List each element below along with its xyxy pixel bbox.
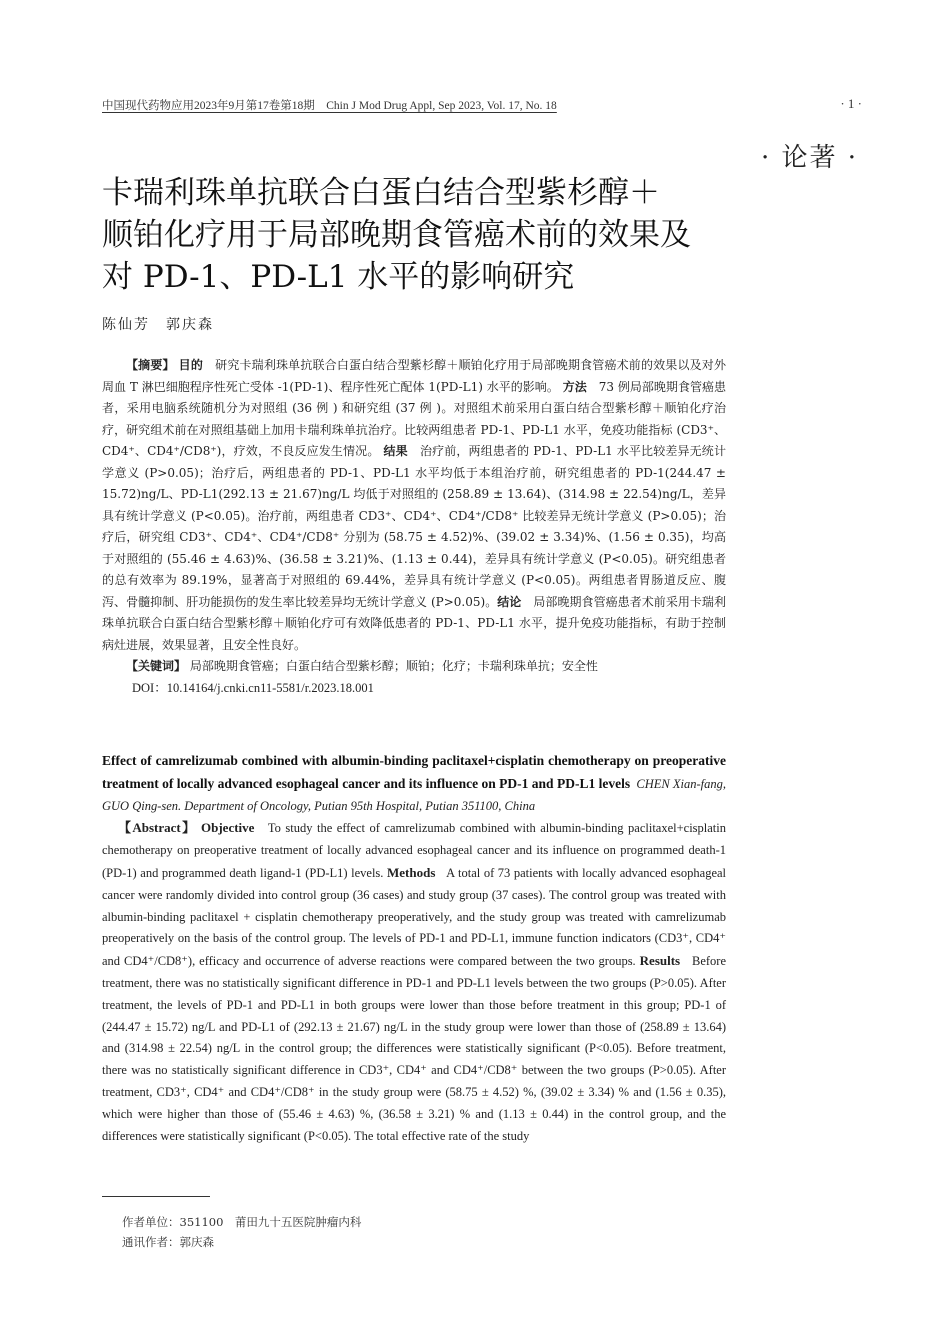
article-title	[102, 172, 802, 298]
cn-results-label: 结果	[383, 444, 408, 458]
en-abstract-label: 【Abstract】	[118, 820, 197, 836]
title-line-2: 顺铂化疗用于局部晚期食管癌术前的效果及	[102, 217, 691, 253]
running-header: 中国现代药物应用2023年9月第17卷第18期 Chin J Mod Drug Appl, Sep 2023, Vol. 17, No. 18	[102, 100, 557, 112]
footnote-divider	[102, 1196, 210, 1197]
en-methods-text: A total of 73 patients with locally advanced esophageal cancer were randomly divided into control group (36 cases) and study group (37 cases). The control group was treated with albumin-binding paclitaxel + cisplatin chemotherapy preoperatively, and the study group was treated with camrelizumab preoperatively on the basis of the control group. The levels of PD-1 and PD-L1, immune function indicators (CD3⁺, CD4⁺ and CD4⁺/CD8⁺), efficacy and occurrence of adverse reactions were compared between the two groups.	[102, 865, 727, 969]
title-line-1: 卡瑞利珠单抗联合白蛋白结合型紫杉醇＋	[102, 175, 660, 211]
footnotes	[122, 1212, 361, 1252]
en-objective-label: Objective	[201, 820, 255, 836]
cn-abstract-label: 【摘要】	[126, 358, 175, 372]
english-abstract	[102, 750, 726, 1147]
title-line-3: 对 PD-1、PD-L1 水平的影响研究	[102, 259, 575, 295]
cn-conclusion-label: 结论	[497, 594, 522, 609]
page-number: · 1 ·	[840, 96, 862, 111]
chinese-abstract	[102, 355, 726, 699]
author-affiliation: 作者单位：351100 莆田九十五医院肿瘤内科	[122, 1215, 362, 1229]
column-tag: · 论著 ·	[760, 143, 858, 173]
en-title-block	[102, 750, 726, 817]
cn-results-text: 治疗前，两组患者的 PD-1、PD-L1 水平比较差异无统计学意义 (P>0.05)；治疗后，两组患者的 PD-1、PD-L1 水平均低于本组治疗前，研究组患者的 PD-1(244.47 ± 15.72)ng/L、PD-L1(292.13 ± 21.67)ng/L 均低于对照组的 (258.89 ± 13.64)、(314.98 ± 22.54)ng/L，差异具有统计学意义 (P<0.05)。治疗前，两组患者 CD3⁺、CD4⁺、CD4⁺/CD8⁺ 比较差异无统计学意义 (P>0.05)；治疗后，研究组 CD3⁺、CD4⁺、CD4⁺/CD8⁺ 分别为 (58.75 ± 4.52)%、(39.02 ± 3.34)%、(1.56 ± 0.35)，均高于对照组的 (55.46 ± 4.63)%、(36.58 ± 3.21)%、(1.13 ± 0.44)，差异具有统计学意义 (P<0.05)。研究组患者的总有效率为 89.19%，显著高于对照组的 69.44%，差异具有统计学意义 (P<0.05)。两组患者胃肠道反应、腹泻、骨髓抑制、肝功能损伤的发生率比较差异均无统计学意义 (P>0.05)。	[102, 444, 726, 609]
cn-abstract-body	[102, 355, 726, 656]
en-objective-text: To study the effect of camrelizumab combined with albumin-binding paclitaxel+cisplatin chemotherapy on preoperative treatment of locally advanced esophageal cancer and its influence on programmed death-1 (PD-1) and programmed death ligand-1 (PD-L1) levels.	[102, 821, 727, 880]
en-results-text: Before treatment, there was no statistically significant difference in PD-1 and PD-L1 levels between the two groups (P>0.05). After treatment, the levels of PD-1 and PD-L1 in both groups were lower than those before treatment in this group; PD-1 of (244.47 ± 15.72) ng/L and PD-L1 of (292.13 ± 21.67) ng/L in the study group were lower than those of (258.89 ± 13.64) and (314.98 ± 22.54) ng/L in the control group; the differences were statistically significant (P<0.05). Before treatment, there was no statistically significant difference in CD3⁺, CD4⁺ and CD4⁺/CD8⁺ between the two groups (P>0.05). After treatment, CD3⁺, CD4⁺ and CD4⁺/CD8⁺ in the study group were (58.75 ± 4.52) %, (39.02 ± 3.34) % and (1.56 ± 0.35), which were higher than those of (55.46 ± 4.63) %, (36.58 ± 3.21) % and (1.13 ± 0.44) in the control group, and the differences were statistically significant (P<0.05). The total effective rate of the study	[102, 954, 727, 1143]
doi: DOI：10.14164/j.cnki.cn11-5581/r.2023.18.001	[132, 680, 374, 695]
cn-methods-text: 73 例局部晚期食管癌患者，采用电脑系统随机分为对照组 (36 例 ) 和研究组 (37 例 )。对照组术前采用白蛋白结合型紫杉醇＋顺铂化疗治疗，研究组术前在对照组基础上加用卡瑞利珠单抗治疗。比较两组患者 PD-1、PD-L1 水平，免疫功能指标 (CD3⁺、CD4⁺、CD4⁺/CD8⁺)，疗效，不良反应发生情况。	[102, 379, 726, 458]
en-methods-label: Methods	[387, 864, 436, 880]
en-abstract-body	[102, 817, 726, 1147]
corresponding-author: 通讯作者：郭庆森	[122, 1235, 214, 1249]
cn-objective-text: 研究卡瑞利珠单抗联合白蛋白结合型紫杉醇＋顺铂化疗用于局部晚期食管癌术前的效果以及对外周血 T 淋巴细胞程序性死亡受体 -1(PD-1)、程序性死亡配体 1(PD-L1) 水平的影响。	[102, 358, 726, 394]
cn-conclusion-text: 局部晚期食管癌患者术前采用卡瑞利珠单抗联合白蛋白结合型紫杉醇＋顺铂化疗可有效降低患者的 PD-1、PD-L1 水平，提升免疫功能指标，有助于控制病灶进展，效果显著，且安全性良好。	[102, 594, 726, 652]
cn-objective-label: 目的	[178, 358, 203, 372]
en-title: Effect of camrelizumab combined with albumin-binding paclitaxel+cisplatin chemotherapy on preoperative treatment of locally advanced esophageal cancer and its influence on PD-1 and PD-L1 levels	[102, 753, 726, 791]
cn-keywords-label: 【关键词】	[126, 659, 187, 673]
cn-methods-label: 方法	[562, 379, 587, 394]
cn-keywords	[102, 656, 726, 678]
cn-keywords-text: 局部晚期食管癌；白蛋白结合型紫杉醇；顺铂；化疗；卡瑞利珠单抗；安全性	[189, 659, 598, 673]
en-authors: CHEN Xian-fang, GUO Qing-sen. Department of Oncology, Putian 95th Hospital, Putian 351100, China	[102, 776, 726, 813]
en-results-label: Results	[639, 953, 681, 969]
authors: 陈仙芳 郭庆森	[102, 317, 214, 333]
